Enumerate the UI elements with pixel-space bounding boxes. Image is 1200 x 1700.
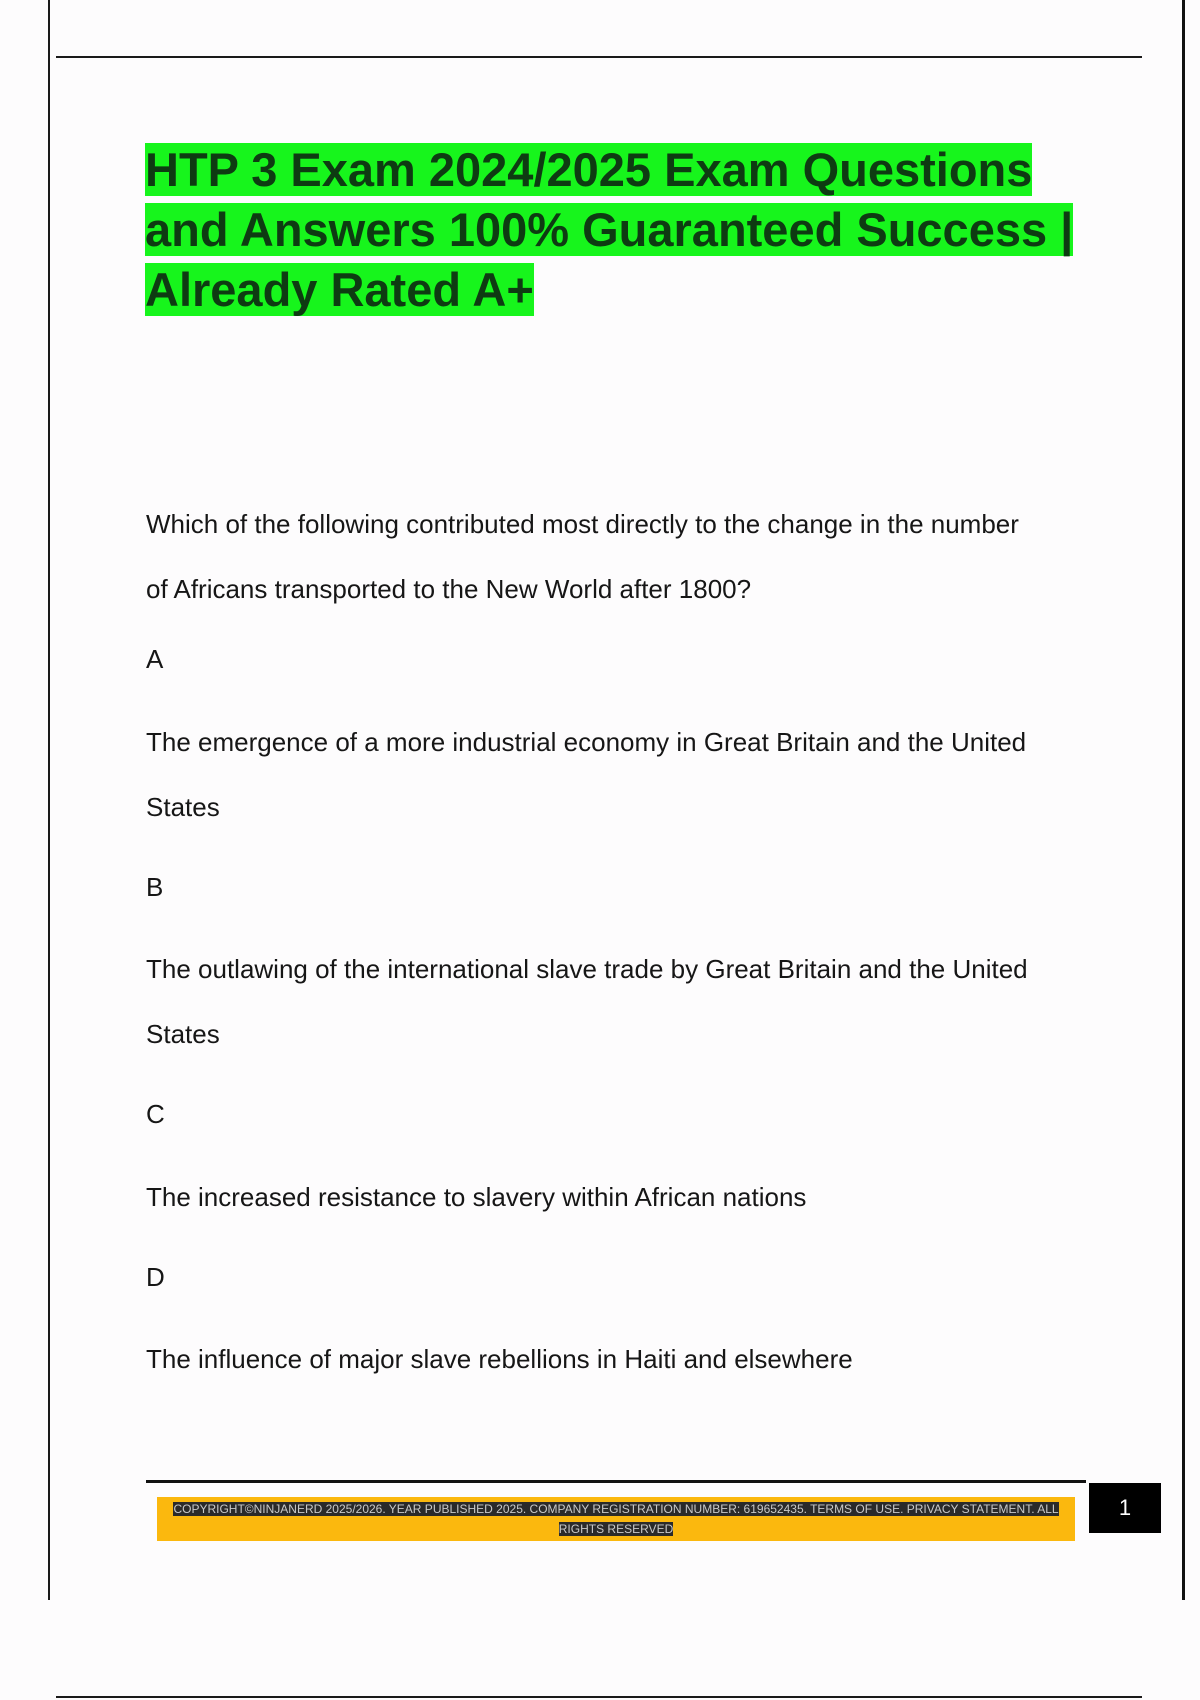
option-letter-c: C: [146, 1099, 165, 1129]
top-divider: [56, 56, 1142, 58]
left-border-rule: [48, 0, 50, 1600]
document-title-text: HTP 3 Exam 2024/2025 Exam Questions and Answers 100% Guaranteed Success | Already Rated A+: [145, 143, 1074, 316]
copyright-text: COPYRIGHT©NINJANERD 2025/2026. YEAR PUBLISHED 2025. COMPANY REGISTRATION NUMBER: 619652435. TERMS OF USE. PRIVACY STATEMENT. ALL RIGHTS RESERVED: [173, 1502, 1059, 1536]
page-number: 1: [1089, 1483, 1161, 1533]
footer-divider: [146, 1480, 1086, 1483]
option-letter-a: A: [146, 644, 164, 674]
document-title: [145, 140, 1105, 320]
option-text-c: The increased resistance to slavery within African nations: [146, 1182, 807, 1212]
bottom-divider: [56, 1696, 1142, 1698]
option-text-d: The influence of major slave rebellions in Haiti and elsewhere: [146, 1344, 853, 1374]
option-letter-b: B: [146, 872, 164, 902]
option-letter-d: D: [146, 1262, 165, 1292]
option-text-b: The outlawing of the international slave trade by Great Britain and the United States: [146, 954, 1028, 1049]
right-border-rule: [1182, 0, 1185, 1600]
option-text-a: The emergence of a more industrial economy in Great Britain and the United States: [146, 727, 1027, 822]
question-text: Which of the following contributed most directly to the change in the number of Africans transported to the New World after 1800?: [146, 509, 1019, 604]
copyright-banner: [157, 1497, 1075, 1541]
